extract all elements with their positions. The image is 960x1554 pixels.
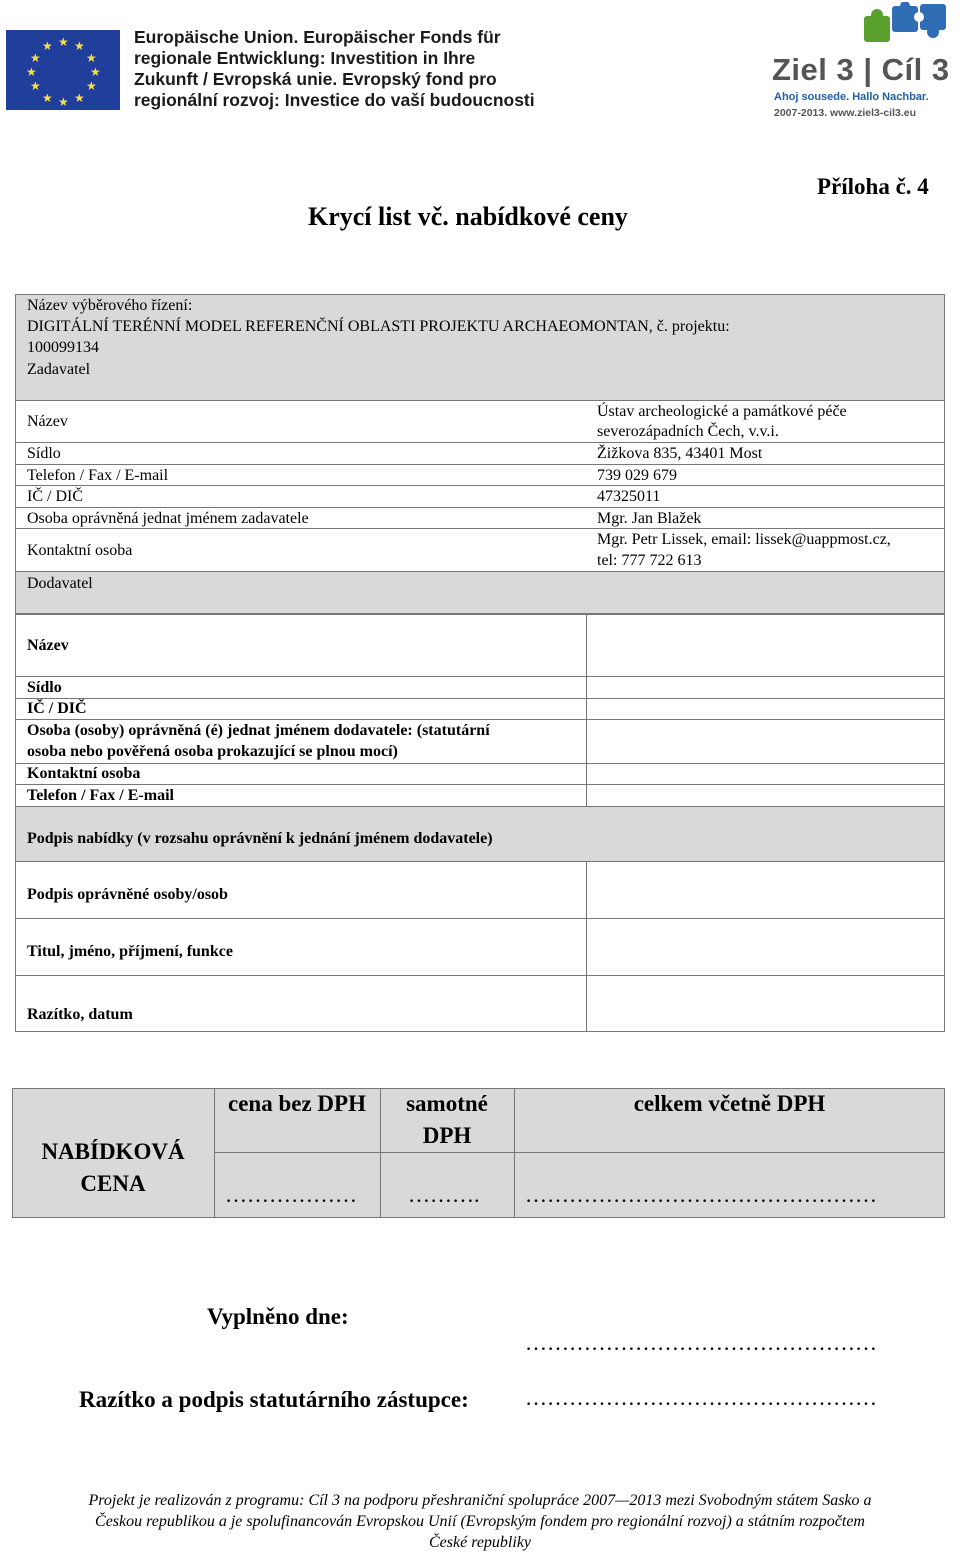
price-with-vat-header: celkem včetně DPH bbox=[633, 1091, 826, 1116]
tender-label: Název výběrového řízení: bbox=[27, 297, 193, 314]
zadavatel-contact-label: Kontaktní osoba bbox=[27, 542, 133, 559]
contracting-authority-table bbox=[15, 294, 945, 614]
filled-date-value[interactable]: ………………………………………… bbox=[525, 1330, 877, 1355]
zadavatel-ic-label: IČ / DIČ bbox=[27, 488, 83, 505]
filled-date-label: Vyplněno dne: bbox=[207, 1304, 349, 1329]
vat-header-line: DPH bbox=[422, 1123, 472, 1148]
supplier-ic-label: IČ / DIČ bbox=[27, 700, 87, 717]
vat-header bbox=[381, 1088, 513, 1152]
supplier-contact-label: Kontaktní osoba bbox=[27, 765, 141, 782]
eu-logo-line: Europäische Union. Europäischer Fonds für bbox=[134, 27, 501, 47]
supplier-phone-field[interactable] bbox=[587, 785, 944, 806]
supplier-seat-field[interactable] bbox=[587, 677, 944, 698]
eu-logo-line: regionale Entwicklung: Investition in Ihre bbox=[134, 48, 476, 68]
zadavatel-name-label: Název bbox=[27, 413, 68, 430]
footer-line: Projekt je realizován z programu: Cíl 3 na podporu přeshraniční spolupráce 2007—2013 mezi Svobodným státem Sasko a bbox=[88, 1492, 872, 1509]
vat-header-line: samotné bbox=[406, 1091, 488, 1116]
signature-title-field[interactable] bbox=[587, 919, 944, 975]
zadavatel-seat-label: Sídlo bbox=[27, 445, 61, 462]
stamp-signature-label: Razítko a podpis statutárního zástupce: bbox=[79, 1387, 469, 1412]
eu-flag-icon: ★ ★ ★ ★ ★ ★ ★ ★ ★ ★ ★ ★ bbox=[6, 30, 120, 110]
vat-value[interactable]: ………. bbox=[408, 1182, 480, 1207]
zadavatel-heading: Zadavatel bbox=[27, 361, 91, 378]
annex-label: Příloha č. 4 bbox=[817, 174, 929, 199]
page-title: Krycí list vč. nabídkové ceny bbox=[308, 202, 628, 231]
price-label-line: NABÍDKOVÁ bbox=[41, 1139, 185, 1164]
footer-line: Českou republikou a je spolufinancován Evropskou Unií (Evropským fondem pro regionální rozvoj) a státním rozpočtem bbox=[95, 1513, 865, 1530]
signature-person-label: Podpis oprávněné osoby/osob bbox=[27, 886, 228, 903]
puzzle-icon bbox=[862, 2, 950, 46]
signature-title-label: Titul, jméno, příjmení, funkce bbox=[27, 943, 233, 960]
supplier-contact-field[interactable] bbox=[587, 764, 944, 784]
zadavatel-ic-value: 47325011 bbox=[597, 488, 661, 505]
footer-line: České republiky bbox=[428, 1534, 532, 1551]
zadavatel-authorized-value: Mgr. Jan Blažek bbox=[597, 510, 702, 527]
ziel3-logo bbox=[770, 0, 960, 125]
dodavatel-heading: Dodavatel bbox=[27, 575, 93, 592]
price-no-vat-header: cena bez DPH bbox=[228, 1091, 366, 1116]
supplier-authorized-label: Osoba (osoby) oprávněná (é) jednat jménem dodavatele: (statutární bbox=[27, 722, 490, 739]
supplier-name-field[interactable] bbox=[587, 615, 944, 676]
ziel3-title: Ziel 3 | Cíl 3 bbox=[772, 52, 950, 87]
price-no-vat-value[interactable]: ……………… bbox=[225, 1182, 357, 1207]
eu-logo-line: Zukunft / Evropská unie. Evropský fond pro bbox=[134, 69, 497, 89]
supplier-authorized-field[interactable] bbox=[587, 720, 944, 763]
eu-logo-line: regionální rozvoj: Investice do vaší budoucnosti bbox=[134, 90, 535, 110]
ziel3-period-url: 2007-2013. www.ziel3-cil3.eu bbox=[774, 107, 917, 119]
zadavatel-seat-value: Žižkova 835, 43401 Most bbox=[597, 445, 763, 462]
stamp-signature-value[interactable]: ………………………………………… bbox=[525, 1385, 877, 1410]
zadavatel-contact-value: Mgr. Petr Lissek, email: lissek@uappmost.cz, bbox=[597, 531, 891, 548]
supplier-ic-field[interactable] bbox=[587, 699, 944, 719]
signature-person-field[interactable] bbox=[587, 862, 944, 918]
zadavatel-phone-label: Telefon / Fax / E-mail bbox=[27, 467, 169, 484]
zadavatel-authorized-label: Osoba oprávněná jednat jménem zadavatele bbox=[27, 510, 309, 527]
zadavatel-name-value: Ústav archeologické a památkové péče bbox=[597, 403, 847, 420]
signature-stamp-label: Razítko, datum bbox=[27, 1006, 133, 1023]
tender-project-number: 100099134 bbox=[27, 339, 99, 356]
price-label-line: CENA bbox=[80, 1171, 146, 1196]
supplier-authorized-label: osoba nebo pověřená osoba prokazující se plnou mocí) bbox=[27, 743, 398, 760]
eu-logo-text bbox=[134, 27, 535, 111]
price-label bbox=[14, 1136, 212, 1200]
ziel3-slogan: Ahoj sousede. Hallo Nachbar. bbox=[774, 91, 929, 103]
zadavatel-phone-value: 739 029 679 bbox=[597, 467, 677, 484]
dodavatel-header bbox=[16, 572, 944, 613]
project-footer bbox=[0, 1490, 960, 1553]
supplier-phone-label: Telefon / Fax / E-mail bbox=[27, 787, 174, 804]
supplier-name-label: Název bbox=[27, 637, 69, 654]
zadavatel-contact-value: tel: 777 722 613 bbox=[597, 552, 702, 569]
signature-stamp-field[interactable] bbox=[587, 976, 944, 1031]
supplier-seat-label: Sídlo bbox=[27, 679, 62, 696]
price-with-vat-value[interactable]: ………………………………………… bbox=[525, 1182, 877, 1207]
signature-heading: Podpis nabídky (v rozsahu oprávnění k jednání jménem dodavatele) bbox=[27, 830, 493, 847]
zadavatel-name-value: severozápadních Čech, v.v.i. bbox=[597, 423, 779, 440]
tender-name: DIGITÁLNÍ TERÉNNÍ MODEL REFERENČNÍ OBLASTI PROJEKTU ARCHAEOMONTAN, č. projektu: bbox=[27, 318, 730, 335]
